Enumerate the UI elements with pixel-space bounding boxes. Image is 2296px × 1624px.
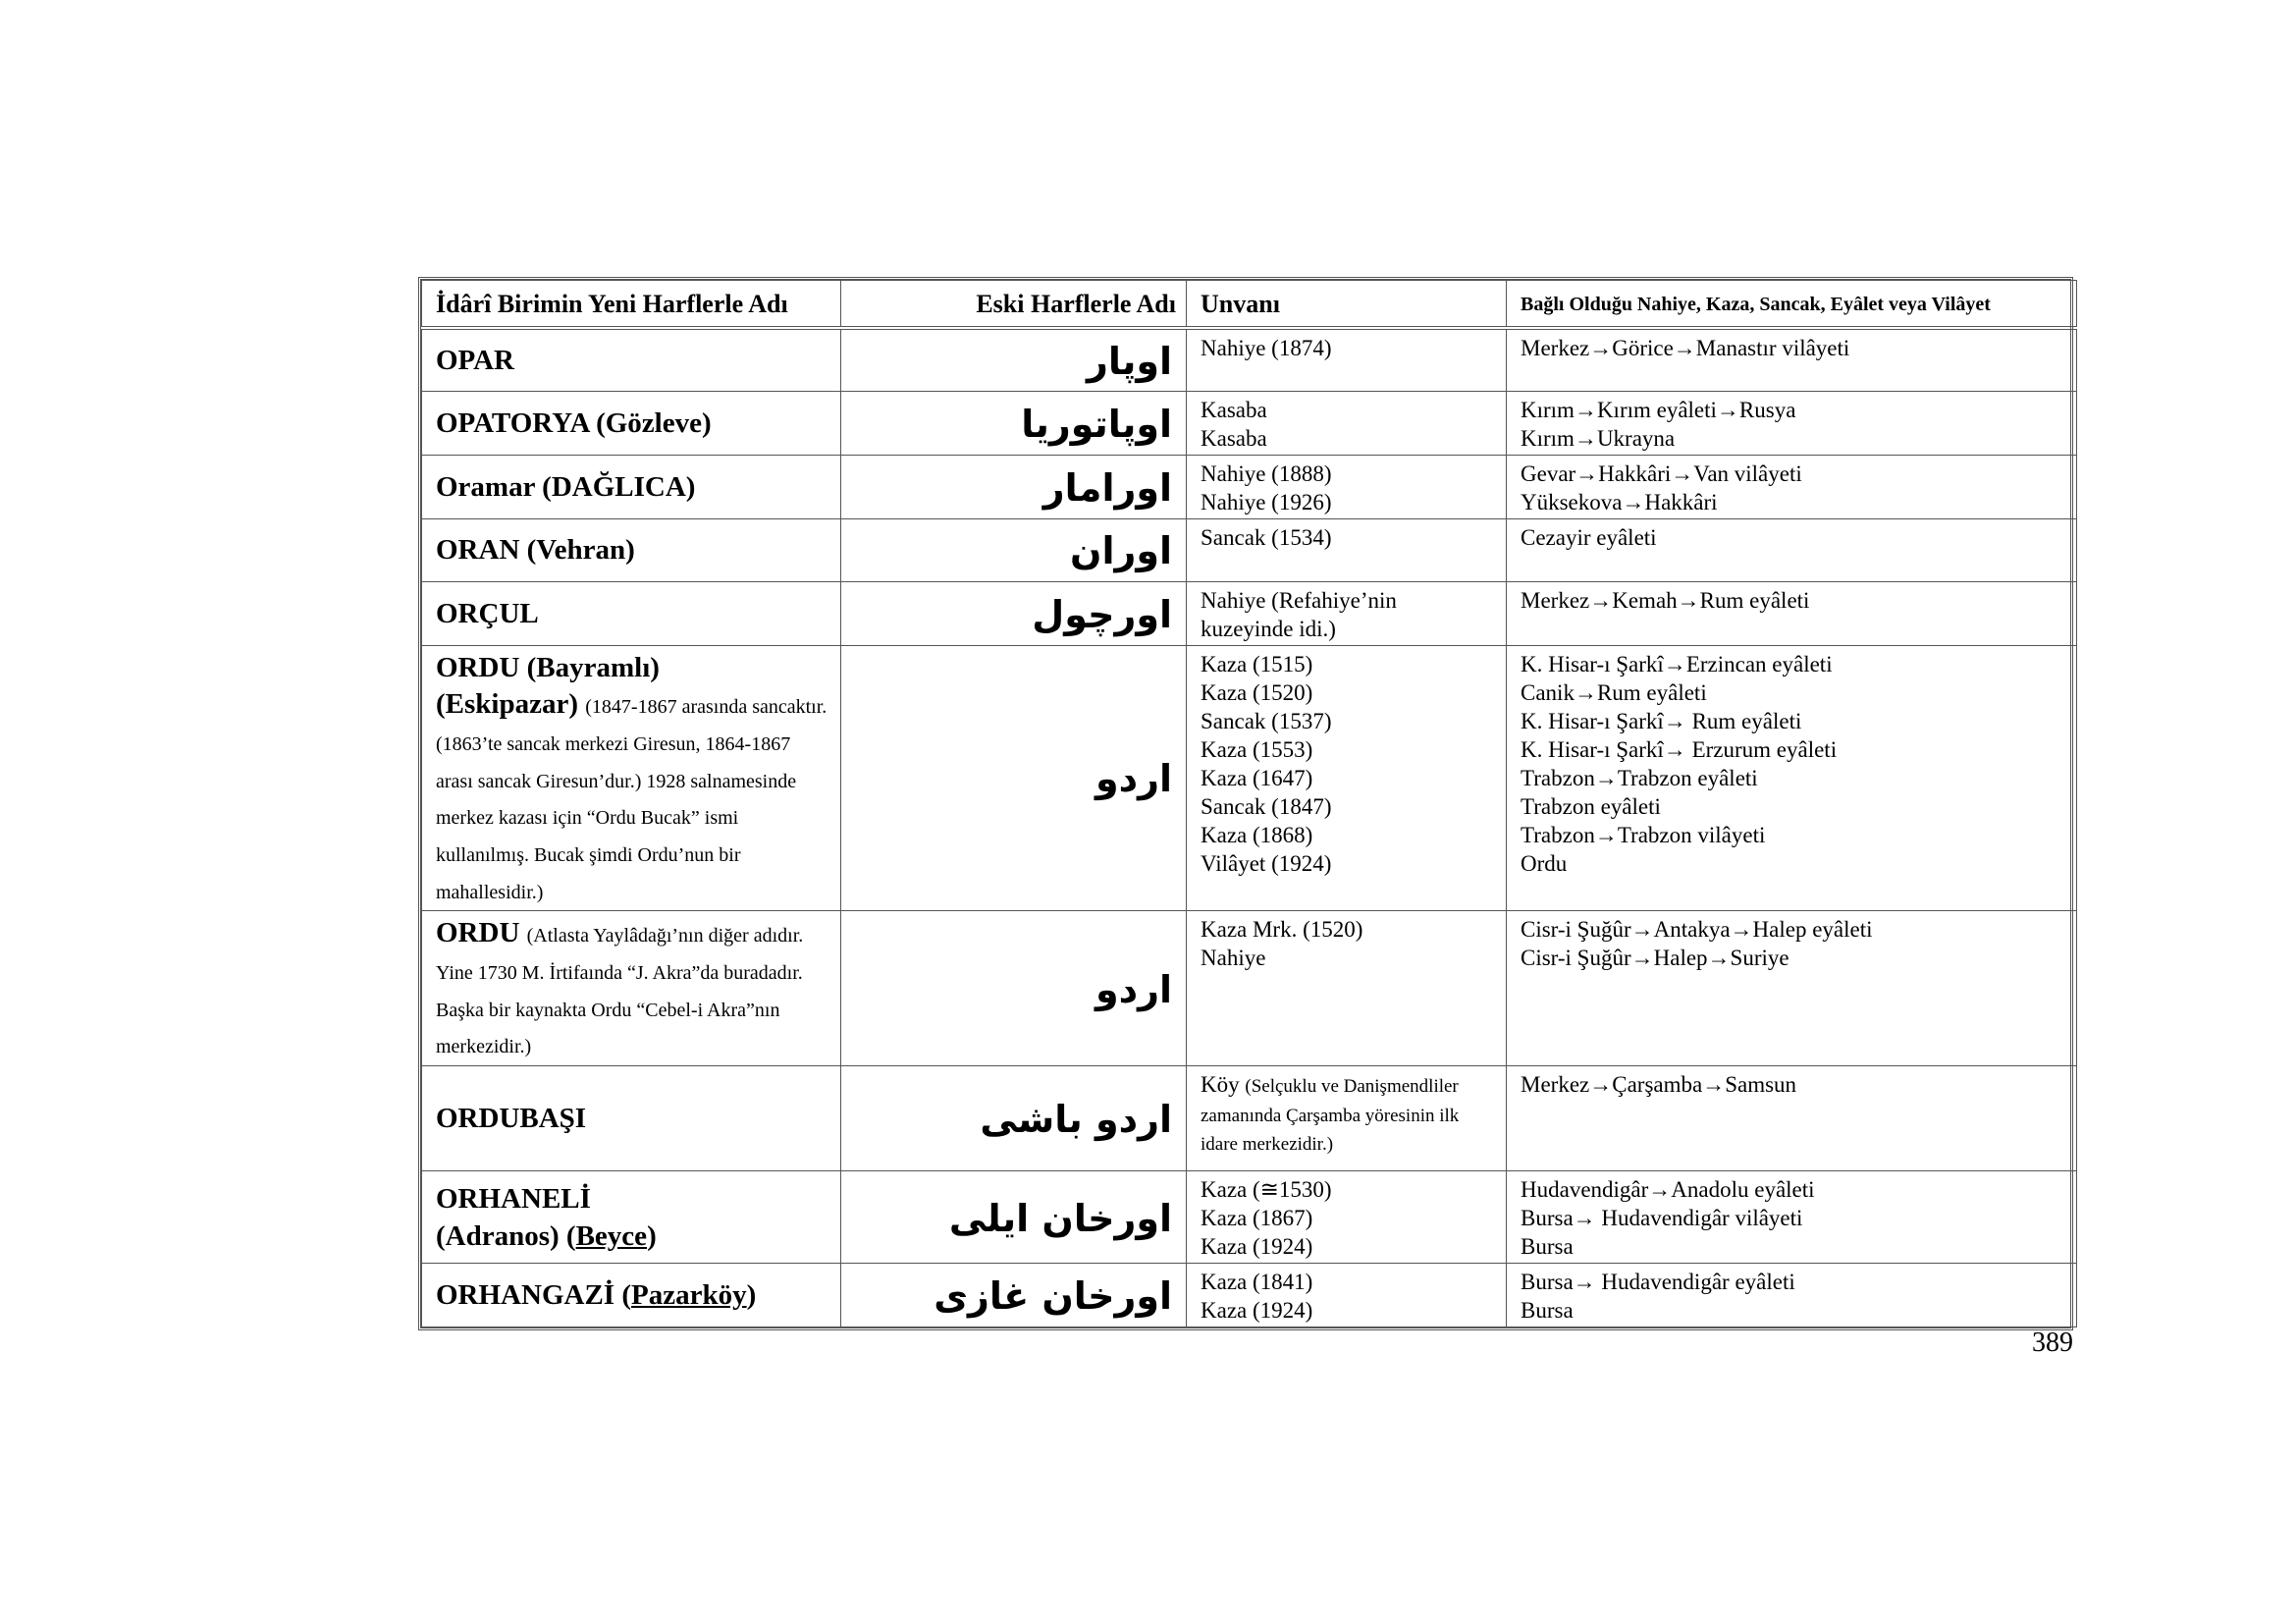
affiliation-cell — [1507, 391, 2077, 455]
new-name-line: ORDU — [436, 917, 520, 949]
title-cell — [1187, 581, 1507, 645]
title-line: Nahiye (1874) — [1201, 336, 1332, 360]
header-row — [422, 281, 2077, 329]
title-line: Kaza Mrk. (1520) — [1201, 917, 1363, 943]
affiliation-cell — [1507, 455, 2077, 518]
table-row — [422, 328, 2077, 391]
affiliation-line: K. Hisar-ı Şarkî→ Rum eyâleti — [1521, 708, 1802, 733]
table-row — [422, 518, 2077, 581]
affiliation-line: Cisr-i Şuğûr→Halep→Suriye — [1521, 946, 1789, 971]
new-name: ORÇUL — [422, 581, 841, 645]
new-name-line: ORHANELİ — [436, 1182, 591, 1215]
title-line: kuzeyinde idi.) — [1201, 616, 1336, 641]
new-name-alt-text: (Adranos) ( — [436, 1219, 576, 1252]
title-line: Nahiye (1926) — [1201, 489, 1332, 514]
title-line: Kaza (1515) — [1201, 651, 1313, 677]
settlement-table — [418, 277, 2073, 1330]
title-line: Kaza (1520) — [1201, 679, 1313, 705]
header-affiliation: Bağlı Olduğu Nahiye, Kaza, Sancak, Eyâlet veya Vilâyet — [1507, 281, 2077, 329]
old-name: اورچول — [841, 581, 1187, 645]
page-number: 389 — [2032, 1327, 2073, 1358]
header-new-name: İdârî Birimin Yeni Harflerle Adı — [422, 281, 841, 329]
affiliation-line: K. Hisar-ı Şarkî→ Erzurum eyâleti — [1521, 736, 1838, 762]
affiliation-line: Merkez→Çarşamba→Samsun — [1521, 1072, 1797, 1098]
title-line: Sancak (1537) — [1201, 708, 1332, 733]
title-cell — [1187, 455, 1507, 518]
new-name-alt — [436, 1218, 830, 1256]
name-note: (1847-1867 arasında sancaktır. (1863’te sancak merkezi Giresun, 1864-1867 arası sancak Giresun’dur.) 1928 salnamesinde merkez kazası için “Ordu Bucak” ismi kullanılmış. Bucak şimdi Ordu’nun bir mahallesidir.) — [436, 696, 828, 903]
affiliation-line: Cezayir eyâleti — [1521, 524, 1657, 550]
old-name: اردو باشی — [841, 1066, 1187, 1171]
title-line: Nahiye (Refahiye’nin — [1201, 587, 1397, 613]
old-name: اورخان غازی — [841, 1264, 1187, 1327]
title-note: (Selçuklu ve Danişmendliler zamanında Çarşamba yöresinin ilk idare merkezidir.) — [1201, 1076, 1460, 1156]
old-name: اوران — [841, 518, 1187, 581]
title-line: Kaza (1841) — [1201, 1270, 1313, 1295]
title-line: Kaza (1867) — [1201, 1206, 1313, 1231]
affiliation-line: Bursa→ Hudavendigâr eyâleti — [1521, 1270, 1795, 1295]
new-name — [422, 645, 841, 911]
table-row — [422, 581, 2077, 645]
new-name-line: ORHANGAZİ ( — [436, 1279, 631, 1312]
old-name: اوپاتوریا — [841, 391, 1187, 455]
table-row — [422, 1264, 2077, 1327]
name-note: (Atlasta Yaylâdağı’nın diğer adıdır. Yine 1730 M. İrtifaında “J. Akra”da buradadır. Başka bir kaynakta Ordu “Cebel-i Akra”nın merkezidir.) — [436, 925, 804, 1058]
title-cell — [1187, 391, 1507, 455]
new-name-alt: (Eskipazar) — [436, 688, 578, 721]
title-cell — [1187, 1171, 1507, 1264]
old-name: اردو — [841, 645, 1187, 911]
affiliation-line: Kırım→Kırım eyâleti→Rusya — [1521, 397, 1796, 422]
new-name-line: ORDU (Bayramlı) — [436, 651, 660, 683]
affiliation-line: Bursa — [1521, 1298, 1574, 1324]
affiliation-line: Merkez→Görice→Manastır vilâyeti — [1521, 336, 1850, 360]
new-name-alt-close: ) — [647, 1219, 657, 1252]
new-name — [422, 911, 841, 1066]
title-line: Kaza (1553) — [1201, 736, 1313, 762]
affiliation-cell — [1507, 328, 2077, 391]
new-name: OPAR — [422, 328, 841, 391]
new-name: Oramar (DAĞLICA) — [422, 455, 841, 518]
affiliation-cell — [1507, 1264, 2077, 1327]
title-line: Kasaba — [1201, 425, 1267, 451]
new-name: ORDUBAŞI — [422, 1066, 841, 1171]
title-line: Kaza (1924) — [1201, 1298, 1313, 1324]
new-name-close: ) — [746, 1279, 757, 1312]
title-line: Sancak (1534) — [1201, 524, 1332, 550]
underlined-name: Pazarköy — [630, 1279, 747, 1312]
affiliation-line: Bursa→ Hudavendigâr vilâyeti — [1521, 1206, 1803, 1231]
title-line: Nahiye — [1201, 946, 1266, 971]
table-row — [422, 645, 2077, 911]
affiliation-cell — [1507, 645, 2077, 911]
affiliation-line: Bursa — [1521, 1234, 1574, 1260]
title-cell — [1187, 1264, 1507, 1327]
title-line: Sancak (1847) — [1201, 793, 1332, 819]
affiliation-line: Kırım→Ukrayna — [1521, 425, 1676, 451]
table-row — [422, 1066, 2077, 1171]
title-cell — [1187, 328, 1507, 391]
title-cell — [1187, 1066, 1507, 1171]
affiliation-line: Trabzon→Trabzon eyâleti — [1521, 765, 1758, 790]
affiliation-line: Yüksekova→Hakkâri — [1521, 489, 1718, 514]
title-line: Kaza (≅1530) — [1201, 1177, 1332, 1203]
underlined-name: Beyce — [575, 1219, 648, 1252]
title-line: Nahiye (1888) — [1201, 460, 1332, 486]
new-name: ORAN (Vehran) — [422, 518, 841, 581]
header-old-name: Eski Harflerle Adı — [841, 281, 1187, 329]
affiliation-line: Gevar→Hakkâri→Van vilâyeti — [1521, 460, 1802, 486]
affiliation-cell — [1507, 911, 2077, 1066]
title-line: Kaza (1647) — [1201, 765, 1313, 790]
new-name — [422, 1171, 841, 1264]
title-line: Köy — [1201, 1072, 1240, 1098]
table-row — [422, 911, 2077, 1066]
affiliation-line: Trabzon→Trabzon vilâyeti — [1521, 822, 1766, 847]
table-row — [422, 1171, 2077, 1264]
affiliation-line: K. Hisar-ı Şarkî→Erzincan eyâleti — [1521, 651, 1833, 677]
affiliation-line: Merkez→Kemah→Rum eyâleti — [1521, 587, 1810, 613]
affiliation-line: Ordu — [1521, 850, 1568, 876]
title-line: Kaza (1924) — [1201, 1234, 1313, 1260]
title-line: Kasaba — [1201, 397, 1267, 422]
title-line: Kaza (1868) — [1201, 822, 1313, 847]
table-row — [422, 455, 2077, 518]
old-name: اورخان ایلی — [841, 1171, 1187, 1264]
new-name — [422, 1264, 841, 1327]
affiliation-line: Hudavendigâr→Anadolu eyâleti — [1521, 1177, 1815, 1203]
title-cell — [1187, 518, 1507, 581]
title-line: Vilâyet (1924) — [1201, 850, 1332, 876]
affiliation-line: Canik→Rum eyâleti — [1521, 679, 1707, 705]
table-row — [422, 391, 2077, 455]
title-cell — [1187, 645, 1507, 911]
title-cell — [1187, 911, 1507, 1066]
affiliation-cell — [1507, 581, 2077, 645]
new-name: OPATORYA (Gözleve) — [422, 391, 841, 455]
header-title: Unvanı — [1187, 281, 1507, 329]
old-name: اوپار — [841, 328, 1187, 391]
affiliation-cell — [1507, 518, 2077, 581]
affiliation-cell — [1507, 1171, 2077, 1264]
old-name: اورامار — [841, 455, 1187, 518]
affiliation-cell — [1507, 1066, 2077, 1171]
affiliation-line: Trabzon eyâleti — [1521, 793, 1661, 819]
affiliation-line: Cisr-i Şuğûr→Antakya→Halep eyâleti — [1521, 917, 1873, 943]
old-name: اردو — [841, 911, 1187, 1066]
